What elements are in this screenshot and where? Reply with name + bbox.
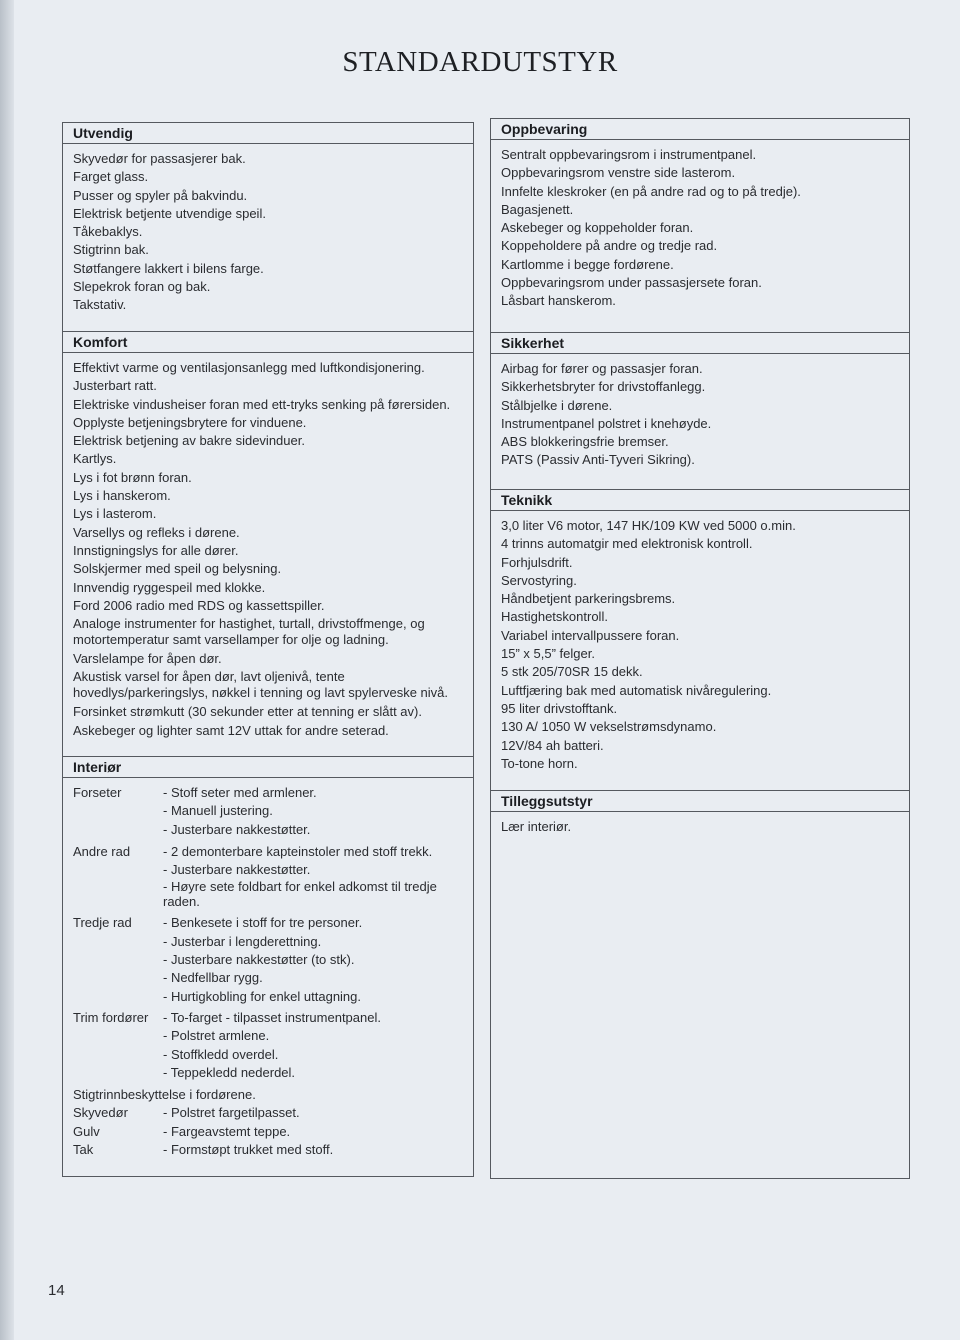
list-item: - Justerbare nakkestøtter.	[163, 821, 311, 837]
interior-row-skyvedor	[73, 1104, 465, 1122]
right-panel	[490, 118, 910, 1179]
list-item: Pusser og spyler på bakvindu.	[73, 187, 248, 203]
list-item: - Stoffkledd overdel.	[163, 1046, 279, 1062]
list-item: Ford 2006 radio med RDS og kassettspiller.	[73, 597, 325, 613]
list-item: Skyvedør for passasjerer bak.	[73, 151, 246, 166]
page-edge	[0, 0, 14, 1340]
list-item: Servostyring.	[501, 572, 577, 588]
section-heading: Teknikk	[491, 490, 909, 511]
list-item: - 2 demonterbare kapteinstoler med stoff trekk.	[163, 843, 433, 859]
list-item: Elektrisk betjente utvendige speil.	[73, 205, 266, 221]
list-item: - Formstøpt trukket med stoff.	[163, 1142, 334, 1158]
list-item: Akustisk varsel for åpen dør, lavt oljenivå, tente hovedlys/parkeringslys, nøkkel i tenning og lavt spylerveske nivå.	[73, 669, 449, 701]
list-item: Hastighetskontroll.	[501, 609, 608, 625]
list-item: Kartlys.	[73, 451, 117, 467]
list-item: 4 trinns automatgir med elektronisk kontroll.	[501, 536, 753, 552]
list-item: Innstigningslys for alle dører.	[73, 542, 239, 558]
list-item: Støtfangere lakkert i bilens farge.	[73, 260, 264, 276]
list-item: 5 stk 205/70SR 15 dekk.	[501, 664, 643, 680]
group-label: Forseter	[73, 785, 122, 800]
list-item: Forsinket strømkutt (30 sekunder etter at tenning er slått av).	[73, 704, 422, 720]
list-item: Askebeger og lighter samt 12V uttak for andre seterad.	[73, 722, 389, 738]
list-item: Justerbart ratt.	[73, 378, 157, 394]
list-item: 130 A/ 1050 W vekselstrømsdynamo.	[501, 719, 717, 735]
list-item: Solskjermer med speil og belysning.	[73, 561, 282, 577]
list-item: Instrumentpanel polstret i knehøyde.	[501, 415, 712, 431]
list-item: Elektriske vindusheiser foran med ett-tryks senking på førersiden.	[73, 396, 451, 412]
list-item: Lys i lasterom.	[73, 506, 157, 522]
interior-group-andre-rad	[73, 843, 465, 913]
left-panel	[62, 122, 474, 1177]
list-item: Varslelampe for åpen dør.	[73, 651, 222, 667]
list-item: Tåkebaklys.	[73, 224, 143, 240]
interior-group-forseter	[73, 784, 465, 839]
section-komfort	[63, 331, 473, 756]
list-item: Luftfjæring bak med automatisk nivåregulering.	[501, 682, 772, 698]
list-item: Variabel intervallpussere foran.	[501, 627, 680, 643]
list-item: - Hurtigkobling for enkel uttagning.	[163, 988, 362, 1004]
list-item: Elektrisk betjening av bakre sidevinduer.	[73, 433, 305, 449]
list-item: Stigtrinn bak.	[73, 242, 149, 258]
list-item: Stigtrinnbeskyttelse i fordørene.	[73, 1087, 256, 1103]
section-heading: Utvendig	[63, 123, 473, 144]
page-number: 14	[48, 1282, 65, 1299]
list-item: PATS (Passiv Anti-Tyveri Sikring).	[501, 452, 695, 468]
list-item: Askebeger og koppeholder foran.	[501, 220, 694, 236]
list-item: - Teppekledd nederdel.	[163, 1064, 296, 1080]
list-item: Sikkerhetsbryter for drivstoffanlegg.	[501, 379, 706, 395]
section-teknikk	[491, 489, 909, 790]
list-item: 12V/84 ah batteri.	[501, 737, 604, 753]
list-item: - Polstret fargetilpasset.	[163, 1105, 300, 1121]
list-item: - Fargeavstemt teppe.	[163, 1123, 291, 1139]
list-item: Låsbart hanskerom.	[501, 293, 616, 309]
list-item: Farget glass.	[73, 169, 149, 185]
list-item: Analoge instrumenter for hastighet, turtall, drivstoffmenge, og motortemperatur samt varsellamper for olje og ladning.	[73, 616, 425, 648]
list-item: 95 liter drivstofftank.	[501, 700, 618, 716]
section-heading: Tilleggsutstyr	[491, 791, 909, 812]
page-title: STANDARDUTSTYR	[342, 46, 618, 78]
list-item: Lær interiør.	[501, 819, 572, 834]
group-label: Trim fordører	[73, 1009, 149, 1025]
list-item: Airbag for fører og passasjer foran.	[501, 361, 703, 376]
interior-row-gulv	[73, 1123, 465, 1141]
list-item: To-tone horn.	[501, 755, 578, 771]
list-item: Bagasjenett.	[501, 201, 574, 217]
section-interior	[63, 756, 473, 1159]
list-item: - Justerbare nakkestøtter (to stk).	[163, 952, 355, 968]
list-item: Kartlomme i begge fordørene.	[501, 256, 674, 272]
list-item: Håndbetjent parkeringsbrems.	[501, 591, 676, 607]
list-item: Innfelte kleskroker (en på andre rad og to på tredje).	[501, 183, 801, 199]
list-item: Takstativ.	[73, 297, 127, 313]
group-label: Tak	[73, 1142, 94, 1158]
list-item: ABS blokkeringsfrie bremser.	[501, 434, 669, 450]
list-item: Forhjulsdrift.	[501, 554, 573, 570]
list-item: - Benkesete i stoff for tre personer.	[163, 915, 363, 931]
section-heading: Sikkerhet	[491, 333, 909, 354]
section-utvendig	[63, 123, 473, 331]
list-item: - Høyre sete foldbart for enkel adkomst til tredje raden.	[163, 879, 437, 910]
list-item: 15” x 5,5” felger.	[501, 646, 595, 662]
list-item: - Justerbare nakkestøtter.	[163, 862, 311, 878]
list-item: Koppeholdere på andre og tredje rad.	[501, 238, 718, 254]
list-item: Slepekrok foran og bak.	[73, 279, 211, 295]
list-item: Lys i fot brønn foran.	[73, 469, 192, 485]
list-item: Oppbevaringsrom venstre side lasterom.	[501, 165, 736, 181]
list-item: Opplyste betjeningsbrytere for vinduene.	[73, 414, 307, 430]
group-label: Skyvedør	[73, 1105, 128, 1121]
section-heading: Oppbevaring	[491, 119, 909, 140]
interior-group-trim	[73, 1009, 465, 1082]
list-item: - To-farget - tilpasset instrumentpanel.	[163, 1009, 381, 1025]
list-item: Stålbjelke i dørene.	[501, 397, 613, 413]
list-item: - Nedfellbar rygg.	[163, 970, 263, 986]
list-item: 3,0 liter V6 motor, 147 HK/109 KW ved 5000 o.min.	[501, 518, 796, 533]
list-item: Effektivt varme og ventilasjonsanlegg med luftkondisjonering.	[73, 360, 425, 375]
section-heading: Interiør	[63, 757, 473, 778]
group-label: Gulv	[73, 1123, 100, 1139]
list-item: Varsellys og refleks i dørene.	[73, 524, 240, 540]
list-item: - Polstret armlene.	[163, 1028, 270, 1044]
list-item: Sentralt oppbevaringsrom i instrumentpanel.	[501, 147, 757, 162]
list-item: Lys i hanskerom.	[73, 488, 171, 504]
group-label: Tredje rad	[73, 915, 132, 931]
list-item: - Justerbar i lengderettning.	[163, 933, 322, 949]
section-tilleggsutstyr	[491, 790, 909, 836]
section-sikkerhet	[491, 332, 909, 489]
section-heading: Komfort	[63, 332, 473, 353]
group-label: Andre rad	[73, 843, 131, 859]
list-item: - Stoff seter med armlener.	[163, 785, 317, 800]
list-item: Innvendig ryggespeil med klokke.	[73, 579, 266, 595]
interior-row-tak	[73, 1141, 465, 1159]
section-oppbevaring	[491, 119, 909, 332]
list-item: Oppbevaringsrom under passasjersete foran.	[501, 275, 762, 291]
interior-group-tredje-rad	[73, 914, 465, 1005]
list-item: - Manuell justering.	[163, 803, 273, 819]
